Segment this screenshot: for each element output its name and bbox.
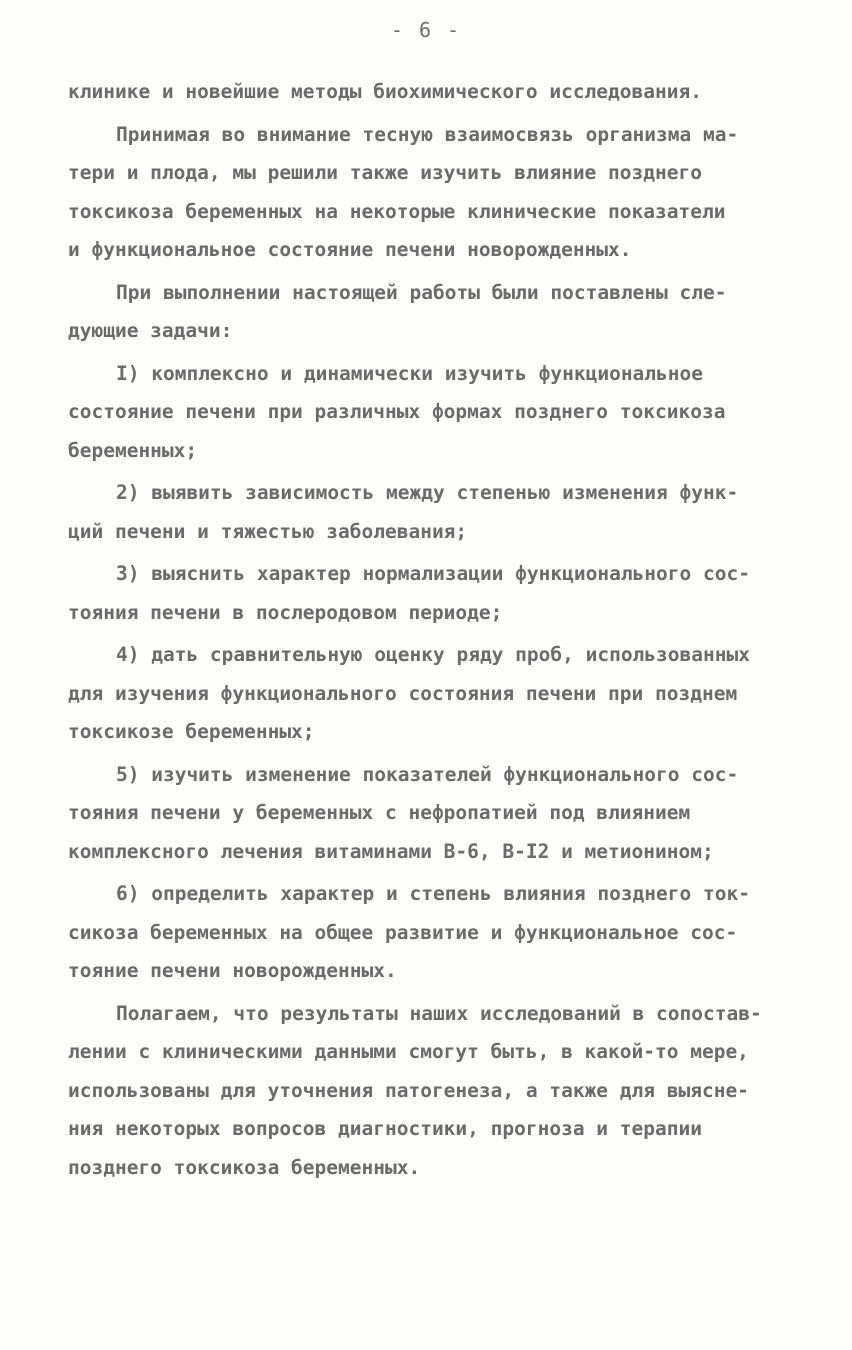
text-line: и функциональное состояние печени новорожденных. bbox=[68, 238, 632, 261]
text-line: ния некоторых вопросов диагностики, прогноза и терапии bbox=[68, 1117, 702, 1140]
text-line: тери и плода, мы решили также изучить влияние позднего bbox=[68, 161, 702, 184]
text-line: 5) изучить изменение показателей функционального сос- bbox=[116, 762, 739, 786]
text-line: тояние печени новорожденных. bbox=[68, 959, 397, 982]
body-text bbox=[68, 73, 788, 1187]
text-line: позднего токсикоза беременных. bbox=[68, 1155, 421, 1179]
text-line: беременных; bbox=[68, 438, 198, 462]
text-line: дующие задачи: bbox=[68, 319, 233, 342]
text-line: клинике и новейшие методы биохимического исследования. bbox=[68, 80, 702, 103]
text-line: состояние печени при различных формах позднего токсикоза bbox=[68, 400, 726, 423]
text-line: токсикоза беременных на некоторые клинические показатели bbox=[68, 199, 726, 223]
text-line: тояния печени у беременных с нефропатией под влиянием bbox=[68, 801, 691, 824]
text-line: комплексного лечения витаминами В-6, В-I2 и метионином; bbox=[68, 839, 714, 863]
text-line: сикоза беременных на общее развитие и функциональное сос- bbox=[68, 920, 738, 944]
text-line: тояния печени в послеродовом периоде; bbox=[68, 600, 503, 624]
text-line: При выполнении настоящей работы были поставлены сле- bbox=[116, 280, 727, 304]
text-line: 3) выяснить характер нормализации функционального сос- bbox=[116, 562, 750, 585]
text-line: для изучения функционального состояния печени при позднем bbox=[68, 681, 738, 705]
text-line: использованы для уточнения патогенеза, а также для выясне- bbox=[68, 1078, 749, 1102]
text-line: ций печени и тяжестью заболевания; bbox=[68, 519, 468, 543]
text-line: 6) определить характер и степень влияния позднего ток- bbox=[116, 882, 750, 905]
text-line: Полагаем, что результаты наших исследований в сопостав- bbox=[116, 1001, 762, 1025]
text-line: токсикозе беременных; bbox=[68, 720, 315, 743]
text-line: Принимая во внимание тесную взаимосвязь организма ма- bbox=[116, 122, 739, 146]
text-line: 2) выявить зависимость между степенью изменения функ- bbox=[116, 481, 739, 504]
text-line: I) комплексно и динамически изучить функциональное bbox=[116, 361, 703, 385]
text-line: лении с клиническими данными смогут быть, в какой-то мере, bbox=[68, 1040, 749, 1063]
text-line: 4) дать сравнительную оценку ряду проб, использованных bbox=[116, 643, 750, 666]
page-number: - 6 - bbox=[390, 18, 462, 42]
